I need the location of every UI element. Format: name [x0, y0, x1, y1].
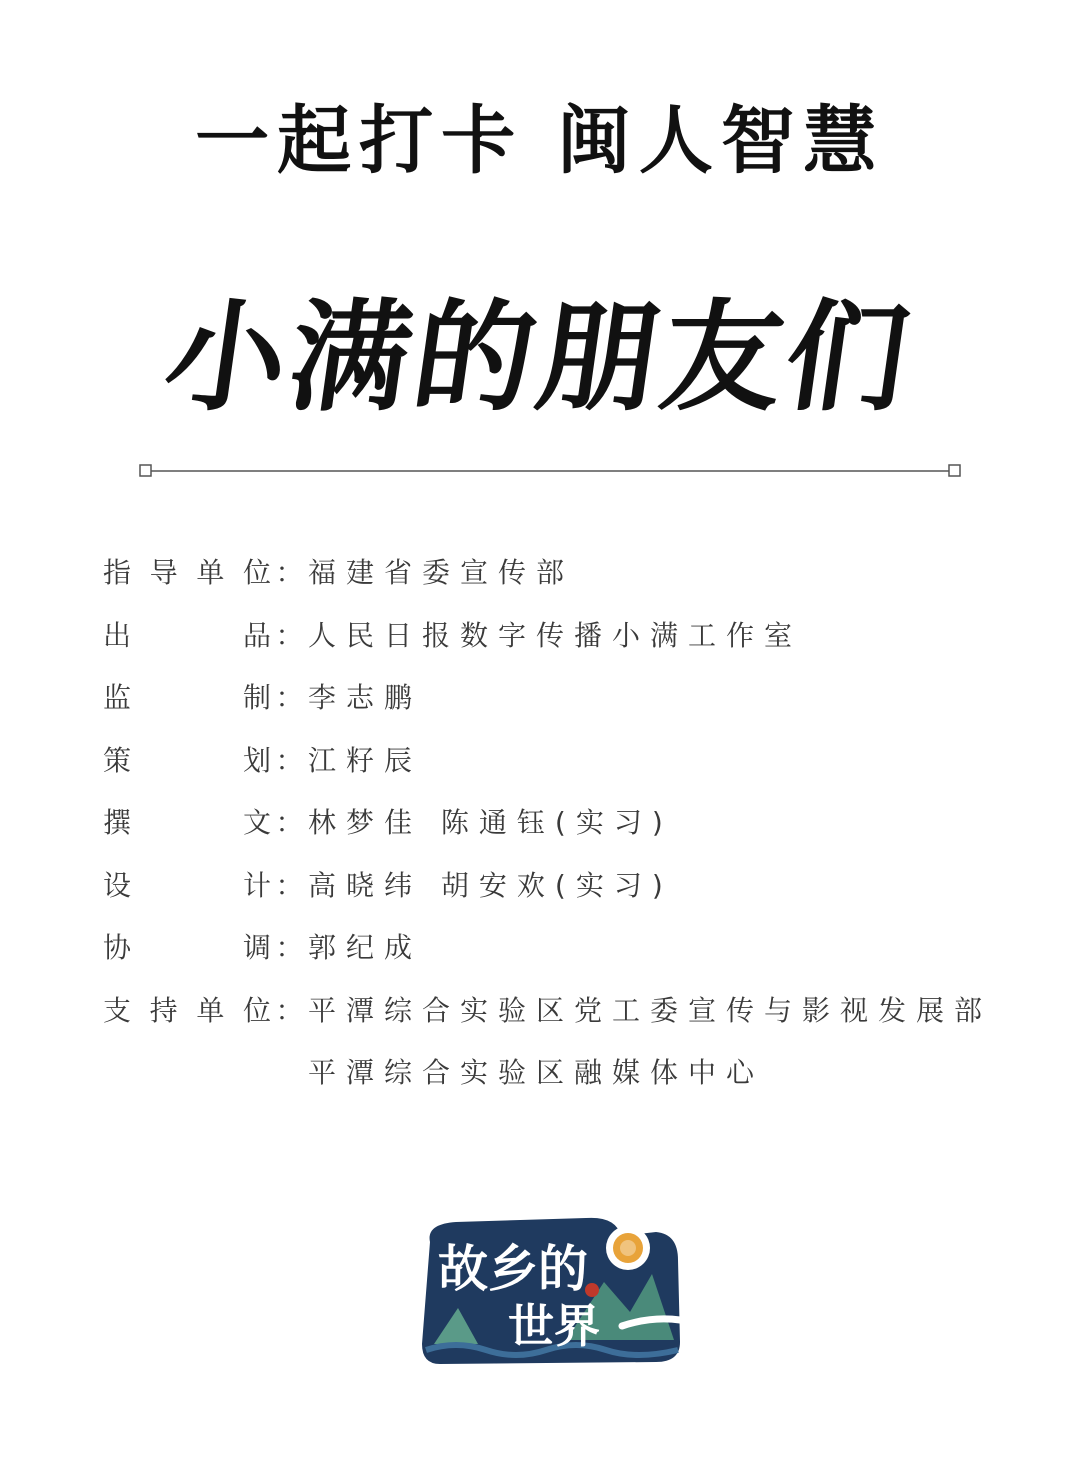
- hometown-world-logo: [416, 1212, 684, 1368]
- headline-line-2: 小满的朋友们: [156, 287, 921, 428]
- credit-label: 出 品: [103, 618, 271, 652]
- credit-colon: ：: [275, 743, 304, 777]
- credit-value: 高晓纬 胡安欢(实习): [308, 868, 673, 902]
- credit-row: [103, 540, 1063, 603]
- credit-colon: ：: [275, 993, 304, 1027]
- title-divider: [139, 464, 961, 478]
- credit-row: [103, 978, 1063, 1041]
- credit-colon: ：: [275, 556, 304, 590]
- credit-row: [103, 728, 1063, 791]
- credit-value: 李志鹏: [308, 681, 423, 715]
- credit-value: 郭纪成: [308, 931, 423, 965]
- sun-icon: [606, 1226, 650, 1270]
- credit-label: 监 制: [103, 681, 271, 715]
- credit-label: 撰 文: [103, 806, 271, 840]
- credit-label: 设 计: [103, 868, 271, 902]
- credit-value: 人民日报数字传播小满工作室: [308, 618, 803, 652]
- credits-list: [103, 540, 1063, 1103]
- credit-label: 指 导 单 位: [103, 556, 271, 590]
- credit-row: [103, 790, 1063, 853]
- credit-row-continuation: [103, 1040, 1063, 1103]
- logo-text-line-2: 世界: [508, 1299, 600, 1353]
- credit-value: 江籽辰: [308, 743, 423, 777]
- credit-colon: ：: [275, 618, 304, 652]
- headline-line-1: 一起打卡 闽人智慧: [195, 98, 885, 184]
- credit-colon: ：: [275, 931, 304, 965]
- credit-row: [103, 915, 1063, 978]
- credit-label: 协 调: [103, 931, 271, 965]
- credit-value: 平潭综合实验区融媒体中心: [308, 1056, 765, 1090]
- credit-row: [103, 603, 1063, 666]
- credit-value: 福建省委宣传部: [308, 556, 575, 590]
- credit-value: 林梦佳 陈通钰(实习): [308, 806, 673, 840]
- credit-row: [103, 665, 1063, 728]
- credit-colon: ：: [275, 806, 304, 840]
- credit-label: 策 划: [103, 743, 271, 777]
- credit-row: [103, 853, 1063, 916]
- credit-colon: ：: [275, 681, 304, 715]
- logo-text-line-1: 故乡的: [438, 1239, 588, 1298]
- credit-colon: ：: [275, 868, 304, 902]
- credit-value: 平潭综合实验区党工委宣传与影视发展部: [308, 993, 993, 1027]
- credit-label: 支 持 单 位: [103, 993, 271, 1027]
